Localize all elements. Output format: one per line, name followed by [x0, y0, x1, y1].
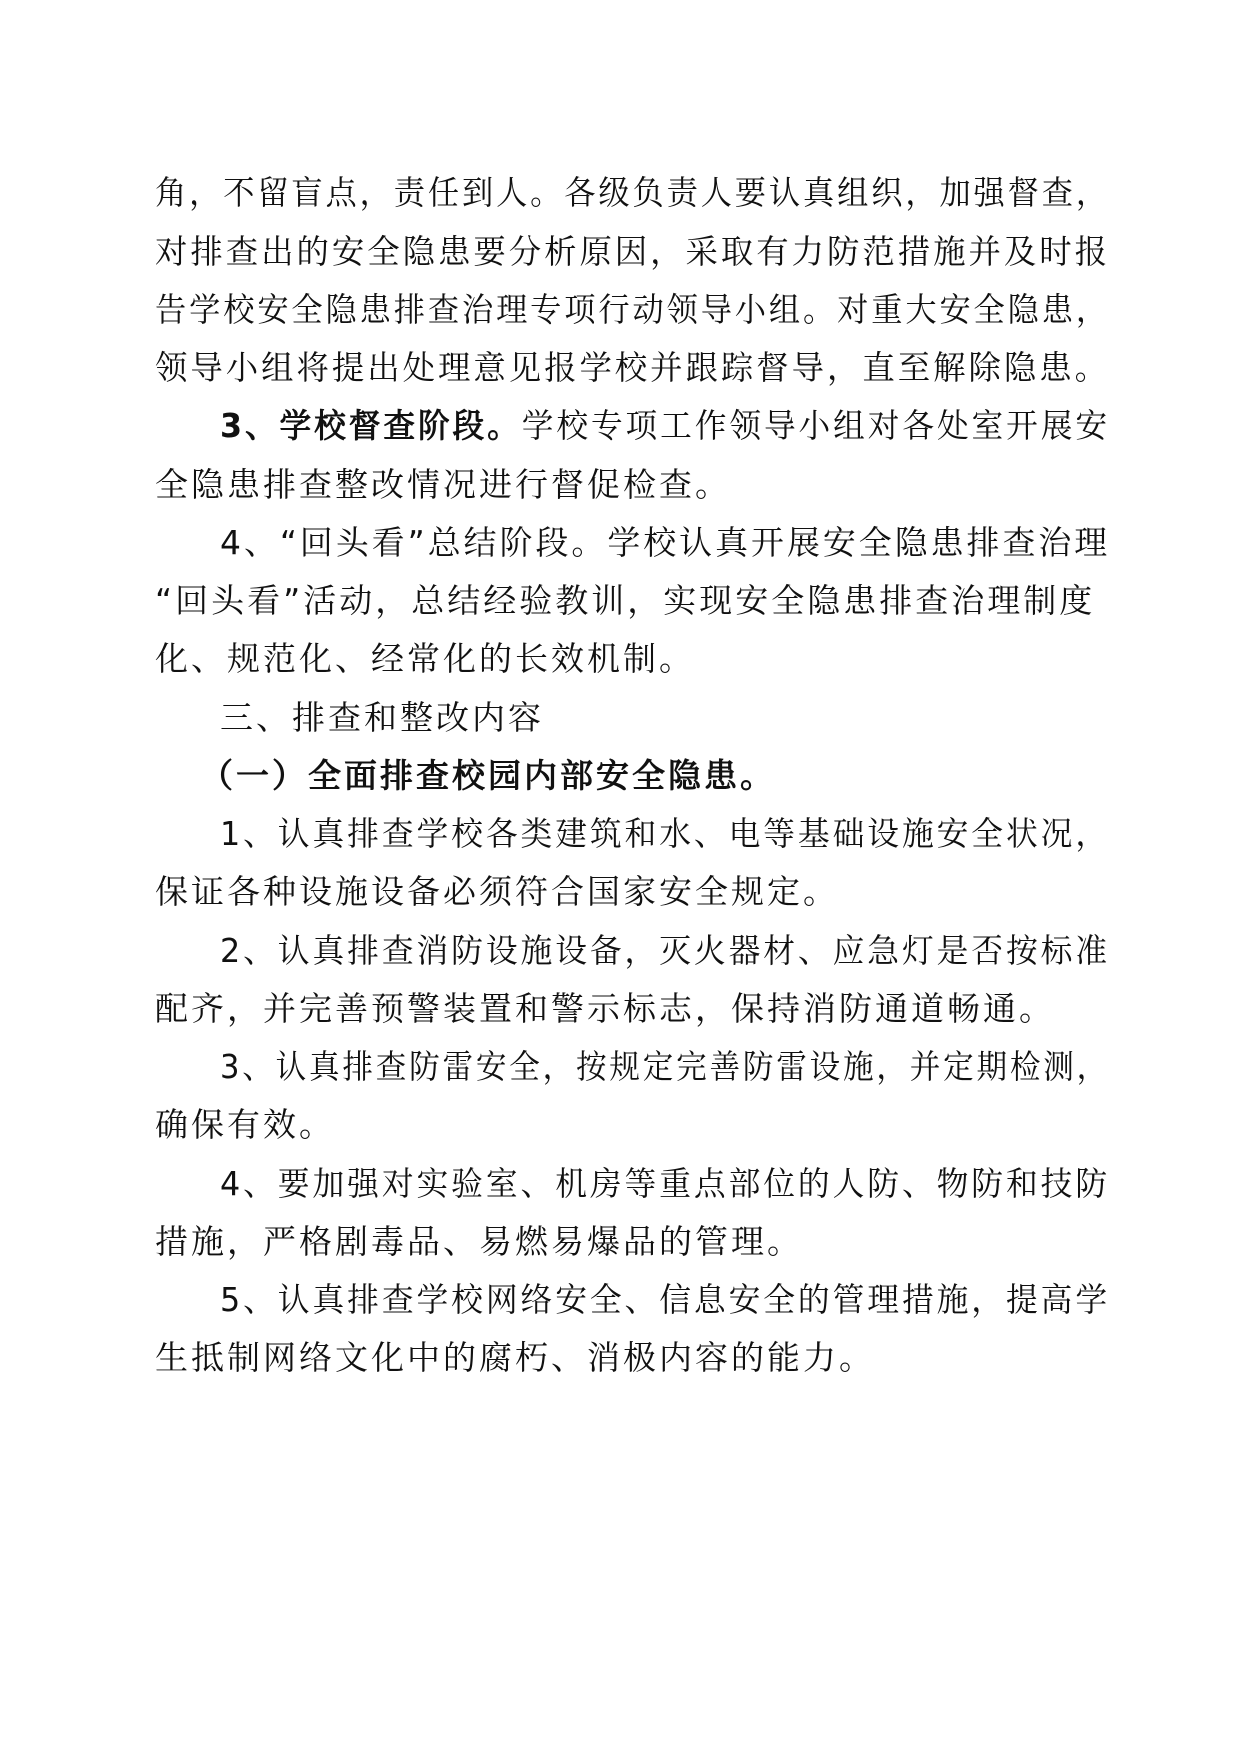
- paragraph-line: 角，不留盲点，责任到人。各级负责人要认真组织，加强督查，: [155, 173, 1110, 212]
- item-1-line: 保证各种设施设备必须符合国家安全规定。: [155, 872, 839, 911]
- stage-3-line: 全隐患排查整改情况进行督促检查。: [155, 465, 731, 504]
- item-5-line: 5、认真排查学校网络安全、信息安全的管理措施，提高学: [220, 1280, 1110, 1319]
- item-4-line: 4、要加强对实验室、机房等重点部位的人防、物防和技防: [220, 1164, 1110, 1203]
- item-2-line: 配齐，并完善预警装置和警示标志，保持消防通道畅通。: [155, 989, 1055, 1028]
- paragraph-line: 对排查出的安全隐患要分析原因，采取有力防范措施并及时报: [155, 232, 1110, 271]
- stage-3-heading: 3、学校督查阶段。: [220, 406, 522, 445]
- item-2-line: 2、认真排查消防设施设备，灭火器材、应急灯是否按标准: [220, 931, 1110, 970]
- paragraph-line: 领导小组将提出处理意见报学校并跟踪督导，直至解除隐患。: [155, 348, 1110, 387]
- stage-3-line: [220, 406, 1110, 446]
- stage-4-line: 化、规范化、经常化的长效机制。: [155, 639, 695, 678]
- item-1-line: 1、认真排查学校各类建筑和水、电等基础设施安全状况，: [220, 814, 1110, 853]
- section-title: 三、排查和整改内容: [220, 698, 544, 737]
- paragraph-line: 告学校安全隐患排查治理专项行动领导小组。对重大安全隐患，: [155, 290, 1110, 329]
- item-3-line: 3、认真排查防雷安全，按规定完善防雷设施，并定期检测，: [220, 1047, 1111, 1086]
- stage-3-text: 学校专项工作领导小组对各处室开展安: [521, 406, 1110, 445]
- stage-4-line: 4、“回头看”总结阶段。学校认真开展安全隐患排查治理: [220, 523, 1111, 562]
- item-4-line: 措施，严格剧毒品、易燃易爆品的管理。: [155, 1222, 803, 1261]
- stage-4-line: “回头看”活动，总结经验教训，实现安全隐患排查治理制度: [155, 581, 1096, 620]
- item-5-line: 生抵制网络文化中的腐朽、消极内容的能力。: [155, 1338, 875, 1377]
- section-subtitle: （一）全面排查校园内部安全隐患。: [200, 756, 776, 795]
- item-3-line: 确保有效。: [155, 1105, 335, 1144]
